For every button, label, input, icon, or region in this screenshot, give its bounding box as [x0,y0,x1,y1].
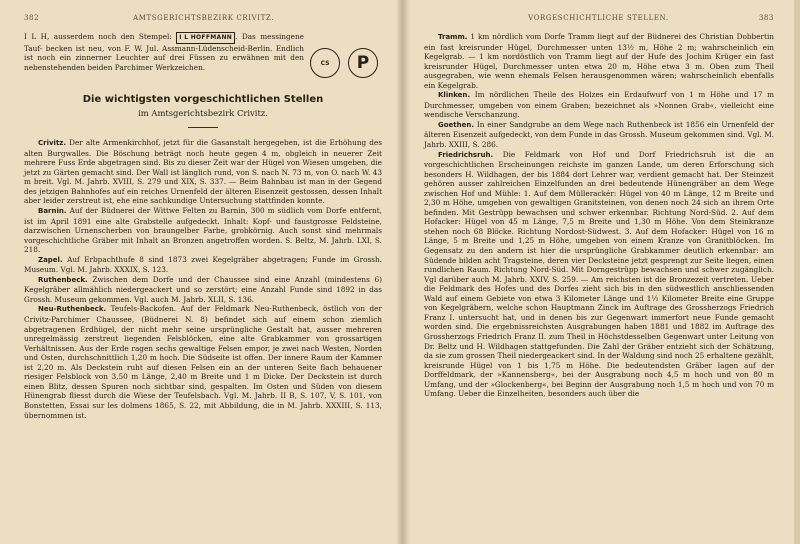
entry-name: Neu-Ruthenbeck. [38,305,107,314]
entry-crivitz [24,138,382,206]
page-edge [794,0,800,544]
intro-block [24,32,382,72]
entry-name: Ruthenbeck. [38,275,88,284]
entry-text: Zwischen dem Dorfe und der Chaussee sind eine Anzahl (mindestens 6) Kegelgräber allmählich niedergeackert und so zerstört; eine Anzahl Funde sind 1892 in das Grossh. Museum gekommen. Vgl. auch M. Jahrb. XLII, S. 136. [24,274,382,304]
entry-tramm [424,32,774,90]
entry-text: In einer Sandgrube an dem Wege nach Ruthenbeck ist 1856 ein Urnenfeld der älteren Eisenzeit aufgedeckt, von dem Funde in das Grossh. Museum gekommen sind. Vgl. M. Jahrb. XXIII, S. 286. [424,119,774,150]
entry-ruthenbeck [24,275,382,305]
entry-goethen [424,120,774,150]
left-page-number: 382 [24,14,40,22]
entry-text: Der alte Armenkirchhof, jetzt für die Gasanstalt hergegeben, ist die Erhöhung des alten Burgwalles. Die Böschung beträgt noch heute gegen 4 m, obgleich in neuerer Zeit mehrere Fuss Erde abgetragen sind. Bis zu dieser Zeit war der Hügel von Wiesen umgeben, die jetzt zu Gärten gemacht sind. Der Wall ist länglich rund, von S. nach N. 73 m, von O. nach W. 43 m breit. Vgl. M. Jahrb. XVIII, S. 279 und XIX, S. 337. — Beim Bahnbau ist man in der Gegend des jetzigen Bahnhofes auf ein reiches Urnenfeld der älteren Eisenzeit gestossen, dessen Inhalt aber leider zerstreut ist, ehe eine sachkundige Untersuchung stattfinden konnte. [24,138,382,206]
right-page-number: 383 [758,14,774,22]
left-running-header [24,14,382,22]
right-page [402,0,800,544]
heading-divider [188,127,218,128]
entry-text: 1 km nördlich vom Dorfe Tramm liegt auf der Büdnerei des Christian Dobbertin ein fast kreisrunder Hügel, Durchmesser unten 13½ m, Höhe 2 m; wahrscheinlich ein Kegelgrab. — 1 km nordöstlich von Tramm liegt auf der Hufe des Jochim Krüger ein fast kreisrunder Hügel, Durchmesser unten etwa 20 m, Höhe etwa 3 m. Oben zum Theil ausgegraben, wie wenn ehemals Felsen herausgenommen wären; wahrscheinlich ebenfalls ein Kegelgrab. [424,32,774,90]
entry-name: Goethen. [438,120,475,129]
monogram-mark-icon: CS [310,48,340,78]
maker-marks [310,48,378,78]
entry-text: Auf der Büdnerei der Wittwe Felten zu Barnin, 300 m südlich vom Dorfe entfernt, ist im April 1891 eine alte Grabstelle aufgedeckt. Inhalt: Kopf- und faustgrosse Feldsteine, darzwischen Urnenscherben von braungelber Farbe, grobkörnig. Auch sonst sind mehrmals vorgeschichtliche Gräber mit Inhalt an Bronzen angetroffen worden. S. Beltz, M. Jahrb. LXI, S. 218. [24,206,383,255]
book-gutter [396,0,410,544]
left-running-head-title: AMTSGERICHTSBEZIRK CRIVITZ. [133,14,275,22]
entry-name: Tramm. [438,33,468,41]
intro-line1-after: . Das messingene Tauf- [24,32,305,53]
entry-zapel [24,255,382,275]
parchim-p-mark-icon: P [348,48,378,78]
section-subheading: im Amtsgerichtsbezirk Crivitz. [138,108,268,119]
intro-rest: becken ist neu, von F. W. Jul. Assmann-Lüdenscheid-Berlin. Endlich ist noch ein zinnerner Leuchter auf drei Füssen zu erwähnen mit den nebenstehenden beiden Parchimer Werkzeichen. [24,43,304,72]
entry-neu-ruthenbeck [24,304,382,420]
entry-text: Teufels-Backofen. Auf der Feldmark Neu-Ruthenbeck, östlich von der Crivitz-Parchimer Chaussee, (Büdnerei N. 8) befindet sich auf einem schon ziemlich abgetragenen Erdhügel, der nicht mehr seine ursprüngliche Gestalt hat, ausser mehreren unregelmässig zerstreut liegenden Felsblöcken, eine alte Grabkammer von grossartigen Verhältnissen. Aus der Erde ragen sechs gewaltige Felsen empor, je zwei nach Westen, Norden und Osten, durchschnittlich 1,20 m hoch. Die Südseite ist offen. Der innere Raum der Kammer ist 2,20 m. Als Deckstein ruht auf diesen Felsen ein an der unteren Seite flach behauener riesiger Felsblock von 3,50 m Länge, 2,40 m Breite und 1 m Dicke. Der Deckstein ist durch einen Blitz, dessen Spuren noch sichtbar sind, gespalten. Im Osten und Süden von diesem Hünengrab fliesst durch die Wiese der Teufelsbach. Vgl. M. Jahrb. II B, S. 107, V, S. 101, von Bonstetten, Essai sur les dolmens 1865, S. 22, mit Abbildung, die in M. Jahrb. XXXIII, S. 113, übernommen ist. [24,304,382,420]
entry-name: Friedrichsruh. [438,150,494,159]
entry-name: Crivitz. [38,139,67,148]
right-running-head-title: VORGESCHICHTLICHE STELLEN. [528,14,669,22]
entry-name: Klinken. [438,91,471,100]
right-running-header [424,14,774,22]
left-entries [24,138,382,420]
entry-name: Zapel. [38,255,63,264]
entry-text: Die Feldmark von Hof und Dorf Friedrichsruh ist die an vorgeschichtlichen Erscheinungen reichste im ganzen Lande, um deren Erforschung sich besonders H. Wildhagen, der bis 1884 dort Lehrer war, verdient gemacht hat. Der Steinzeit gehören ausser zahlreichen Einzelfunden an drei bedeutende Hünengräber an dem Wege zwischen Hof und Mühle: 1. Auf dem Müllerackér: Hügel von 40 m Länge, 12 m Breite und 2,30 m Höhe, umgeben von gewaltigen Granitsteinen, von denen noch 24 sich an ihrem Orte befinden. Mit Gestrüpp bewachsen und schwer erkennbar. Richtung Nord-Süd. 2. Auf dem Hofacker: Hügel von 45 m Länge, 7,5 m Breite und 1,30 m Höhe. Von dem Steinkranze stehen noch 68 Blöcke. Richtung Nordost-Südwest. 3. Auf dem Hofacker: Hügel von 16 m Länge, 5 m Breite und 1,25 m Höhe, umgeben von einem Kranze von Granitblöcken. Im Gegensatz zu den andern ist hier die ursprüngliche Grabkammer deutlich erkennbar: am Südende bilden acht Tragsteine, deren vier Decksteine jetzt gesprengt zur Seite liegen, einen rundlichen Raum. Richtung Nord-Süd. Mit Dorngestrüpp bewachsen und schwer zugänglich. Vgl darüber auch M. Jahrb. XXIV, S. 259. — Am reichsten ist die Bronzezeit vertreten. Ueber die Feldmark des Hofes und des Dorfes zieht sich bis in den südwestlich anschliessenden Wald auf einem Gebiete von etwa 3 Kilometer Länge und 1½ Kilometer Breite eine Gruppe von Kegelgräbern, welche schon Hauptmann Zinck im Auftrage des Grossherzogs Friedrich Franz I. untersucht hat, und in denen bis zur Gegenwart immerfort neue Funde gemacht worden sind. Die ergebnissreichsten Ausgrabungen haben 1881 und 1882 im Auftrage des Grossherzogs Friedrich Franz II. zum Theil in Höchstdesselben Gegenwart unter Leitung von Dr. Beltz und H. Wildhagen stattgefunden. Die Zahl der Gräber entzieht sich der Schätzung, da sie zum grossen Theil niedergeackert sind. In der Waldung sind noch 25 erhaltene gezählt, kreisrunde Hügel von 1 bis 1,75 m Höhe. Die bedeutendsten Gräber lagen auf der Dorffeldmark, der »Kannensberg«, bei der Ausgrabung noch 4,5 m hoch und von 80 m Umfang, und der »Glockenberg«, bei Beginn der Ausgrabung noch 1,5 m hoch und von 70 m Umfang. Ueber die Einzelheiten, besonders auch über die [424,149,774,399]
right-entries [424,32,774,399]
entry-friedrichsruh [424,150,774,399]
entry-text: Auf Erbpachthufe 8 sind 1873 zwei Kegelgräber abgetragen; Funde im Grossh. Museum. Vgl. M. Jahrb. XXXIX, S. 123. [24,254,382,275]
hoffmann-stamp: I L HOFFMANN [176,32,235,44]
intro-line1-before: I L H, ausserdem noch den Stempel: [24,32,172,41]
entry-barnin [24,206,382,255]
entry-name: Barnin. [38,207,67,216]
section-heading: Die wichtigsten vorgeschichtlichen Stellen [82,94,324,106]
entry-text: Im nördlichen Theile des Holzes ein Erdaufwurf von 1 m Höhe und 17 m Durchmesser, umgeben von einem Graben; bezeichnet als »Nonnen Grab«, vielleicht eine wendische Verschanzung. [424,90,775,120]
entry-klinken [424,90,774,120]
